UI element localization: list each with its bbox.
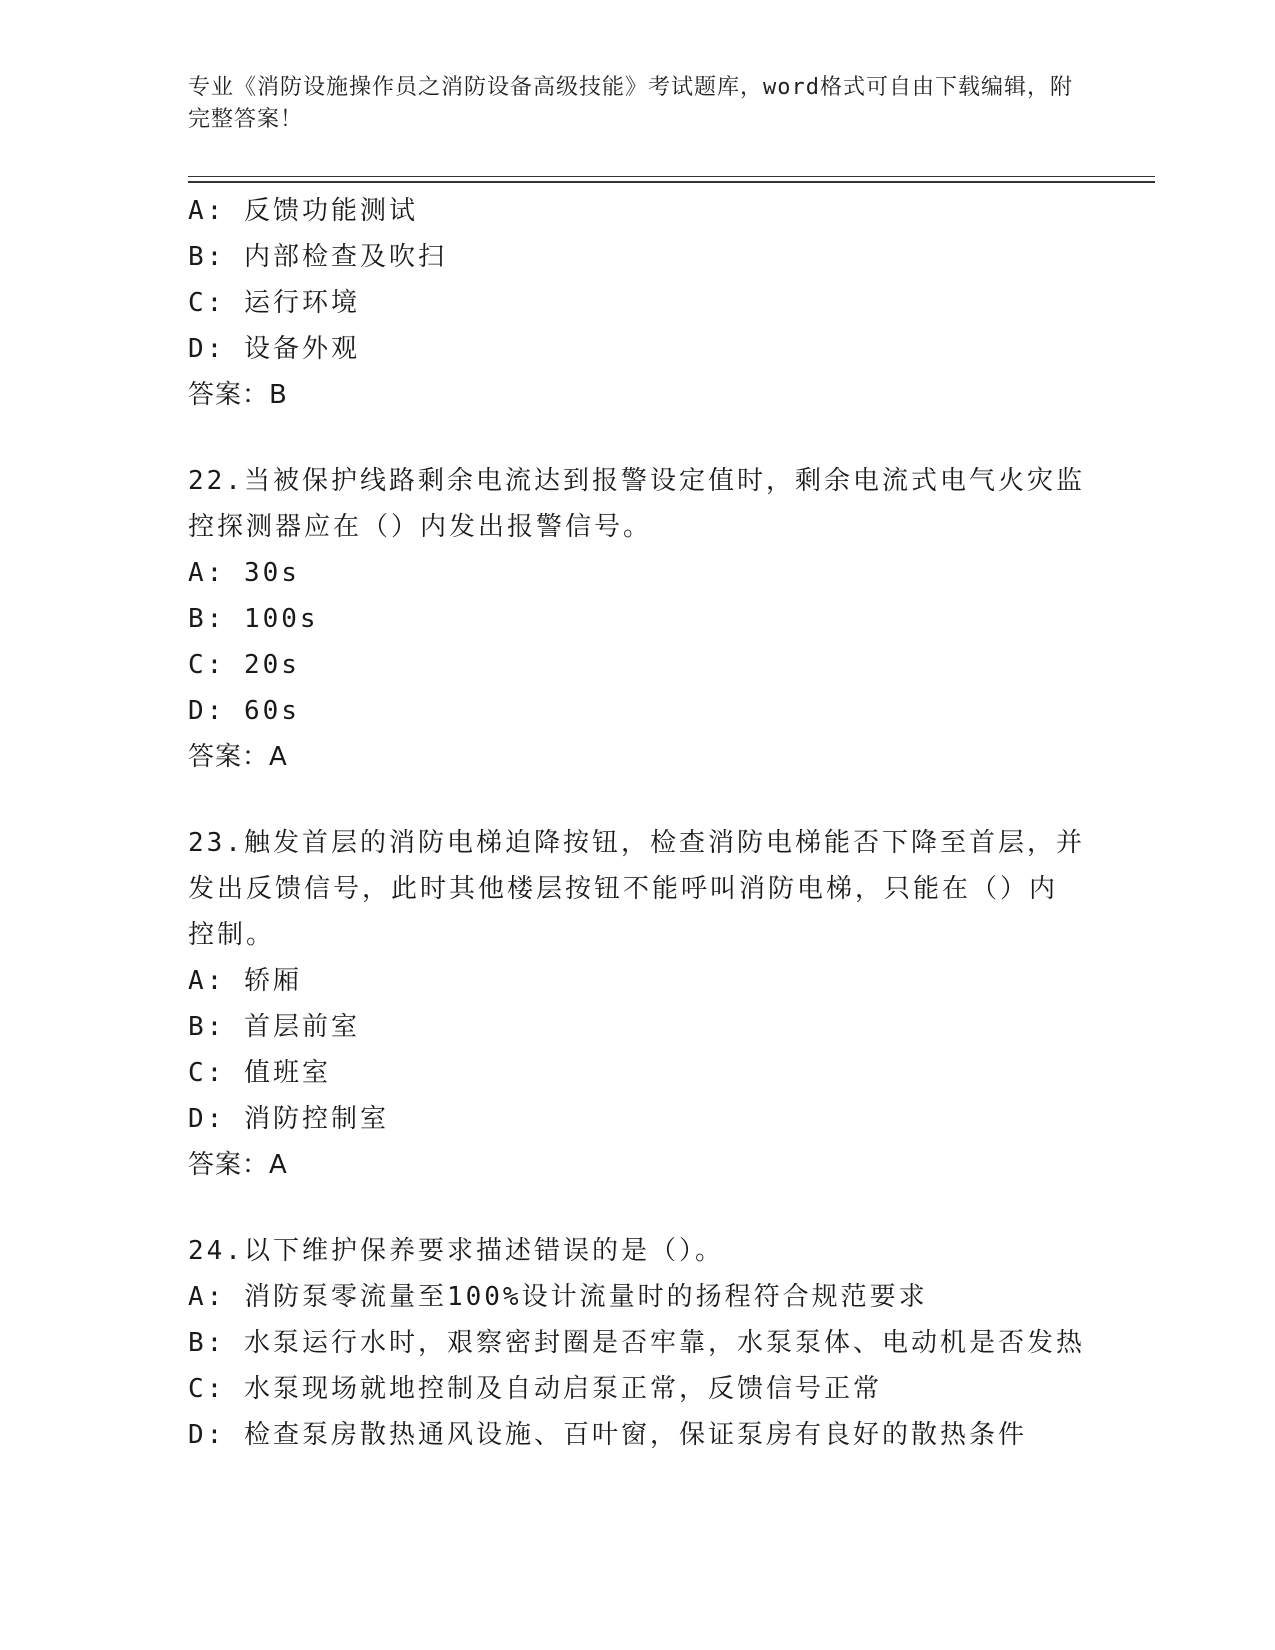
option-c: C: 值班室	[188, 1058, 331, 1088]
option-a: A: 消防泵零流量至100%设计流量时的扬程符合规范要求	[188, 1282, 928, 1312]
question-text-line: 23.触发首层的消防电梯迫降按钮，检查消防电梯能否下降至首层，并	[188, 828, 1085, 858]
question-block-23	[188, 820, 1088, 1188]
question-text-line: 22.当被保护线路剩余电流达到报警设定值时，剩余电流式电气火灾监	[188, 466, 1085, 496]
question-block-21	[188, 188, 1088, 418]
option-b: B: 内部检查及吹扫	[188, 242, 447, 272]
answer-line: 答案：B	[188, 380, 288, 410]
option-a: A: 轿厢	[188, 966, 302, 996]
option-d: D: 消防控制室	[188, 1104, 389, 1134]
answer-line: 答案：A	[188, 742, 288, 772]
option-b: B: 水泵运行水时，艰察密封圈是否牢靠，水泵泵体、电动机是否发热	[188, 1328, 1085, 1358]
option-a: A: 30s	[188, 558, 300, 588]
option-c: C: 运行环境	[188, 288, 360, 318]
header-rule-thick	[188, 181, 1155, 183]
question-block-22	[188, 458, 1088, 780]
option-d: D: 60s	[188, 696, 300, 726]
question-block-24	[188, 1228, 1088, 1458]
question-text-line: 发出反馈信号，此时其他楼层按钮不能呼叫消防电梯，只能在（）内	[188, 874, 1059, 904]
option-c: C: 水泵现场就地控制及自动启泵正常，反馈信号正常	[188, 1374, 882, 1404]
option-d: D: 检查泵房散热通风设施、百叶窗，保证泵房有良好的散热条件	[188, 1420, 1027, 1450]
question-text-line: 控探测器应在（）内发出报警信号。	[188, 512, 653, 542]
option-d: D: 设备外观	[188, 334, 360, 364]
header-rule-thin	[188, 176, 1155, 177]
option-a: A: 反馈功能测试	[188, 196, 418, 226]
option-b: B: 100s	[188, 604, 319, 634]
answer-line: 答案：A	[188, 1150, 288, 1180]
option-b: B: 首层前室	[188, 1012, 360, 1042]
document-header: 专业《消防设施操作员之消防设备高级技能》考试题库，word格式可自由下载编辑，附完整答案！	[188, 75, 1073, 132]
question-text-line: 24.以下维护保养要求描述错误的是（）。	[188, 1236, 724, 1266]
question-text-line: 控制。	[188, 920, 276, 950]
question-content	[188, 188, 1088, 1458]
option-c: C: 20s	[188, 650, 300, 680]
